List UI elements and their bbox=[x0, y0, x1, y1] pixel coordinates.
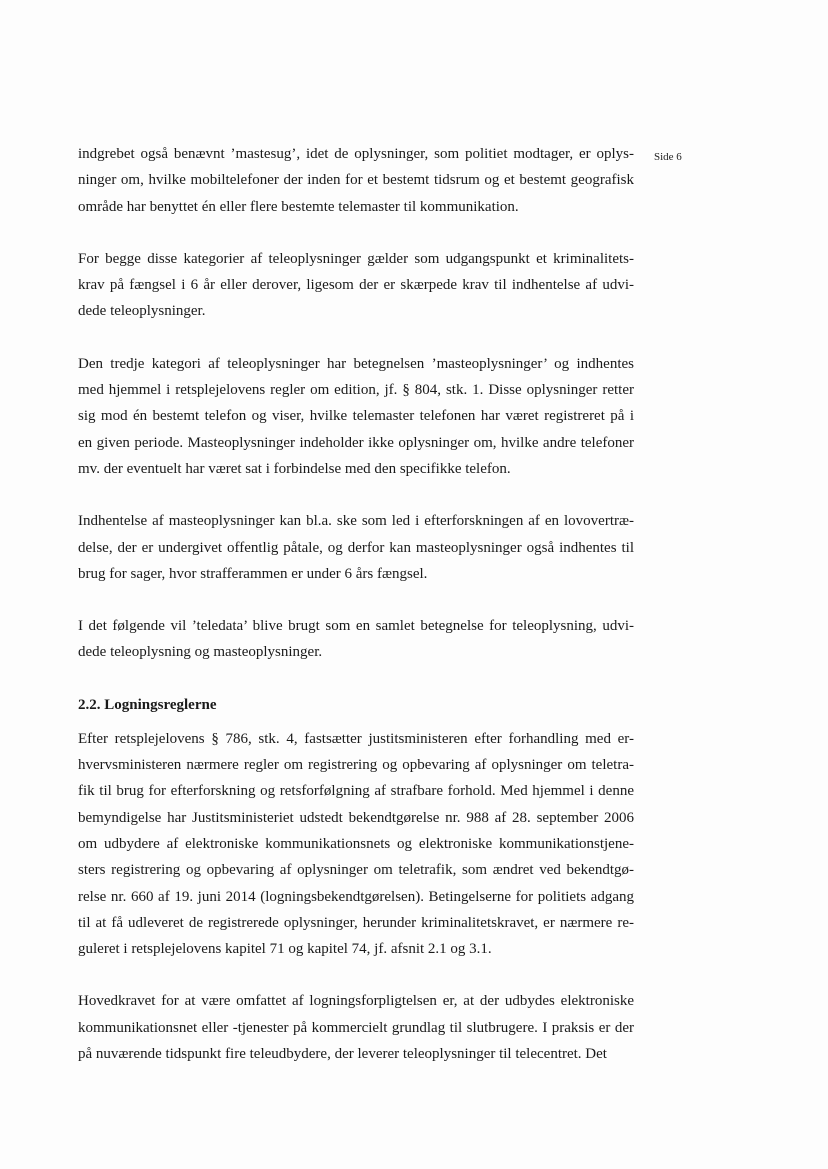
paragraph bbox=[78, 351, 634, 482]
text-line: sters registrering og opbevaring af oplysninger om teletrafik, som ændret ved bekendtgø- bbox=[78, 862, 634, 879]
text-line: relse nr. 660 af 19. juni 2014 (logningsbekendtgørelsen). Betingelserne for politiets adgang bbox=[78, 888, 634, 905]
text-line: Hovedkravet for at være omfattet af logningsforpligtelsen er, at der udbydes elektroniske bbox=[78, 993, 634, 1010]
text-line: til at få udleveret de registrerede oplysninger, herunder kriminalitetskravet, er nærmere re- bbox=[78, 914, 634, 931]
text-line: delse, der er undergivet offentlig påtale, og derfor kan masteoplysninger også indhentes til bbox=[78, 539, 634, 556]
text-line: bemyndigelse har Justitsministeriet udstedt bekendtgørelse nr. 988 af 28. september 2006 bbox=[78, 809, 634, 826]
paragraph bbox=[78, 246, 634, 325]
paragraph bbox=[78, 613, 634, 666]
text-line: område har benyttet én eller flere bestemte telemaster til kommunikation. bbox=[78, 198, 519, 215]
section-logning bbox=[78, 726, 634, 1068]
text-line: Indhentelse af masteoplysninger kan bl.a. ske som led i efterforskningen af en lovovertræ- bbox=[78, 513, 634, 530]
text-line: guleret i retsplejelovens kapitel 71 og kapitel 74, jf. afsnit 2.1 og 3.1. bbox=[78, 941, 492, 958]
text-line: mv. der eventuelt har været sat i forbindelse med den specifikke telefon. bbox=[78, 460, 511, 477]
document-body bbox=[78, 141, 634, 1093]
text-line: fik til brug for efterforskning og retsforfølgning af strafbare forhold. Med hjemmel i denne bbox=[78, 783, 634, 800]
text-line: Efter retsplejelovens § 786, stk. 4, fastsætter justitsministeren efter forhandling med er- bbox=[78, 730, 634, 747]
paragraph bbox=[78, 508, 634, 587]
text-line: krav på fængsel i 6 år eller derover, ligesom der er skærpede krav til indhentelse af udvi- bbox=[78, 277, 634, 294]
text-line: på nuværende tidspunkt fire teleudbydere, der leverer teleoplysninger til telecentret. Det bbox=[78, 1046, 607, 1063]
text-line: om udbydere af elektroniske kommunikationsnets og elektroniske kommunikationstjene- bbox=[78, 835, 634, 852]
paragraph bbox=[78, 141, 634, 220]
text-line: hvervsministeren nærmere regler om registrering og opbevaring af oplysninger om teletra- bbox=[78, 757, 634, 774]
text-line: brug for sager, hvor strafferammen er under 6 års fængsel. bbox=[78, 565, 428, 582]
text-line: For begge disse kategorier af teleoplysninger gælder som udgangspunkt et kriminalitets- bbox=[78, 250, 634, 267]
page-number: Side 6 bbox=[654, 151, 682, 163]
text-line: indgrebet også benævnt ’mastesug’, idet de oplysninger, som politiet modtager, er oplys- bbox=[78, 146, 634, 162]
section-heading: 2.2. Logningsreglerne bbox=[78, 696, 217, 713]
text-line: ninger om, hvilke mobiltelefoner der inden for et bestemt tidsrum og et bestemt geografisk bbox=[78, 172, 634, 189]
text-line: kommunikationsnet eller -tjenester på kommercielt grundlag til slutbrugere. I praksis er der bbox=[78, 1019, 634, 1036]
text-line: dede teleoplysning og masteoplysninger. bbox=[78, 644, 323, 661]
text-line: Den tredje kategori af teleoplysninger har betegnelsen ’masteoplysninger’ og indhentes bbox=[78, 355, 634, 372]
paragraph bbox=[78, 988, 634, 1067]
text-line: I det følgende vil ’teledata’ blive brugt som en samlet betegnelse for teleoplysning, udvi- bbox=[78, 618, 634, 635]
text-line: med hjemmel i retsplejelovens regler om edition, jf. § 804, stk. 1. Disse oplysninger retter bbox=[78, 382, 634, 399]
text-line: dede teleoplysninger. bbox=[78, 303, 206, 320]
paragraph bbox=[78, 726, 634, 963]
section-intro bbox=[78, 141, 634, 666]
text-line: sig mod én bestemt telefon og viser, hvilke telemaster telefonen har været registreret på i bbox=[78, 408, 634, 425]
text-line: en given periode. Masteoplysninger indeholder ikke oplysninger om, hvilke andre telefoner bbox=[78, 434, 634, 451]
